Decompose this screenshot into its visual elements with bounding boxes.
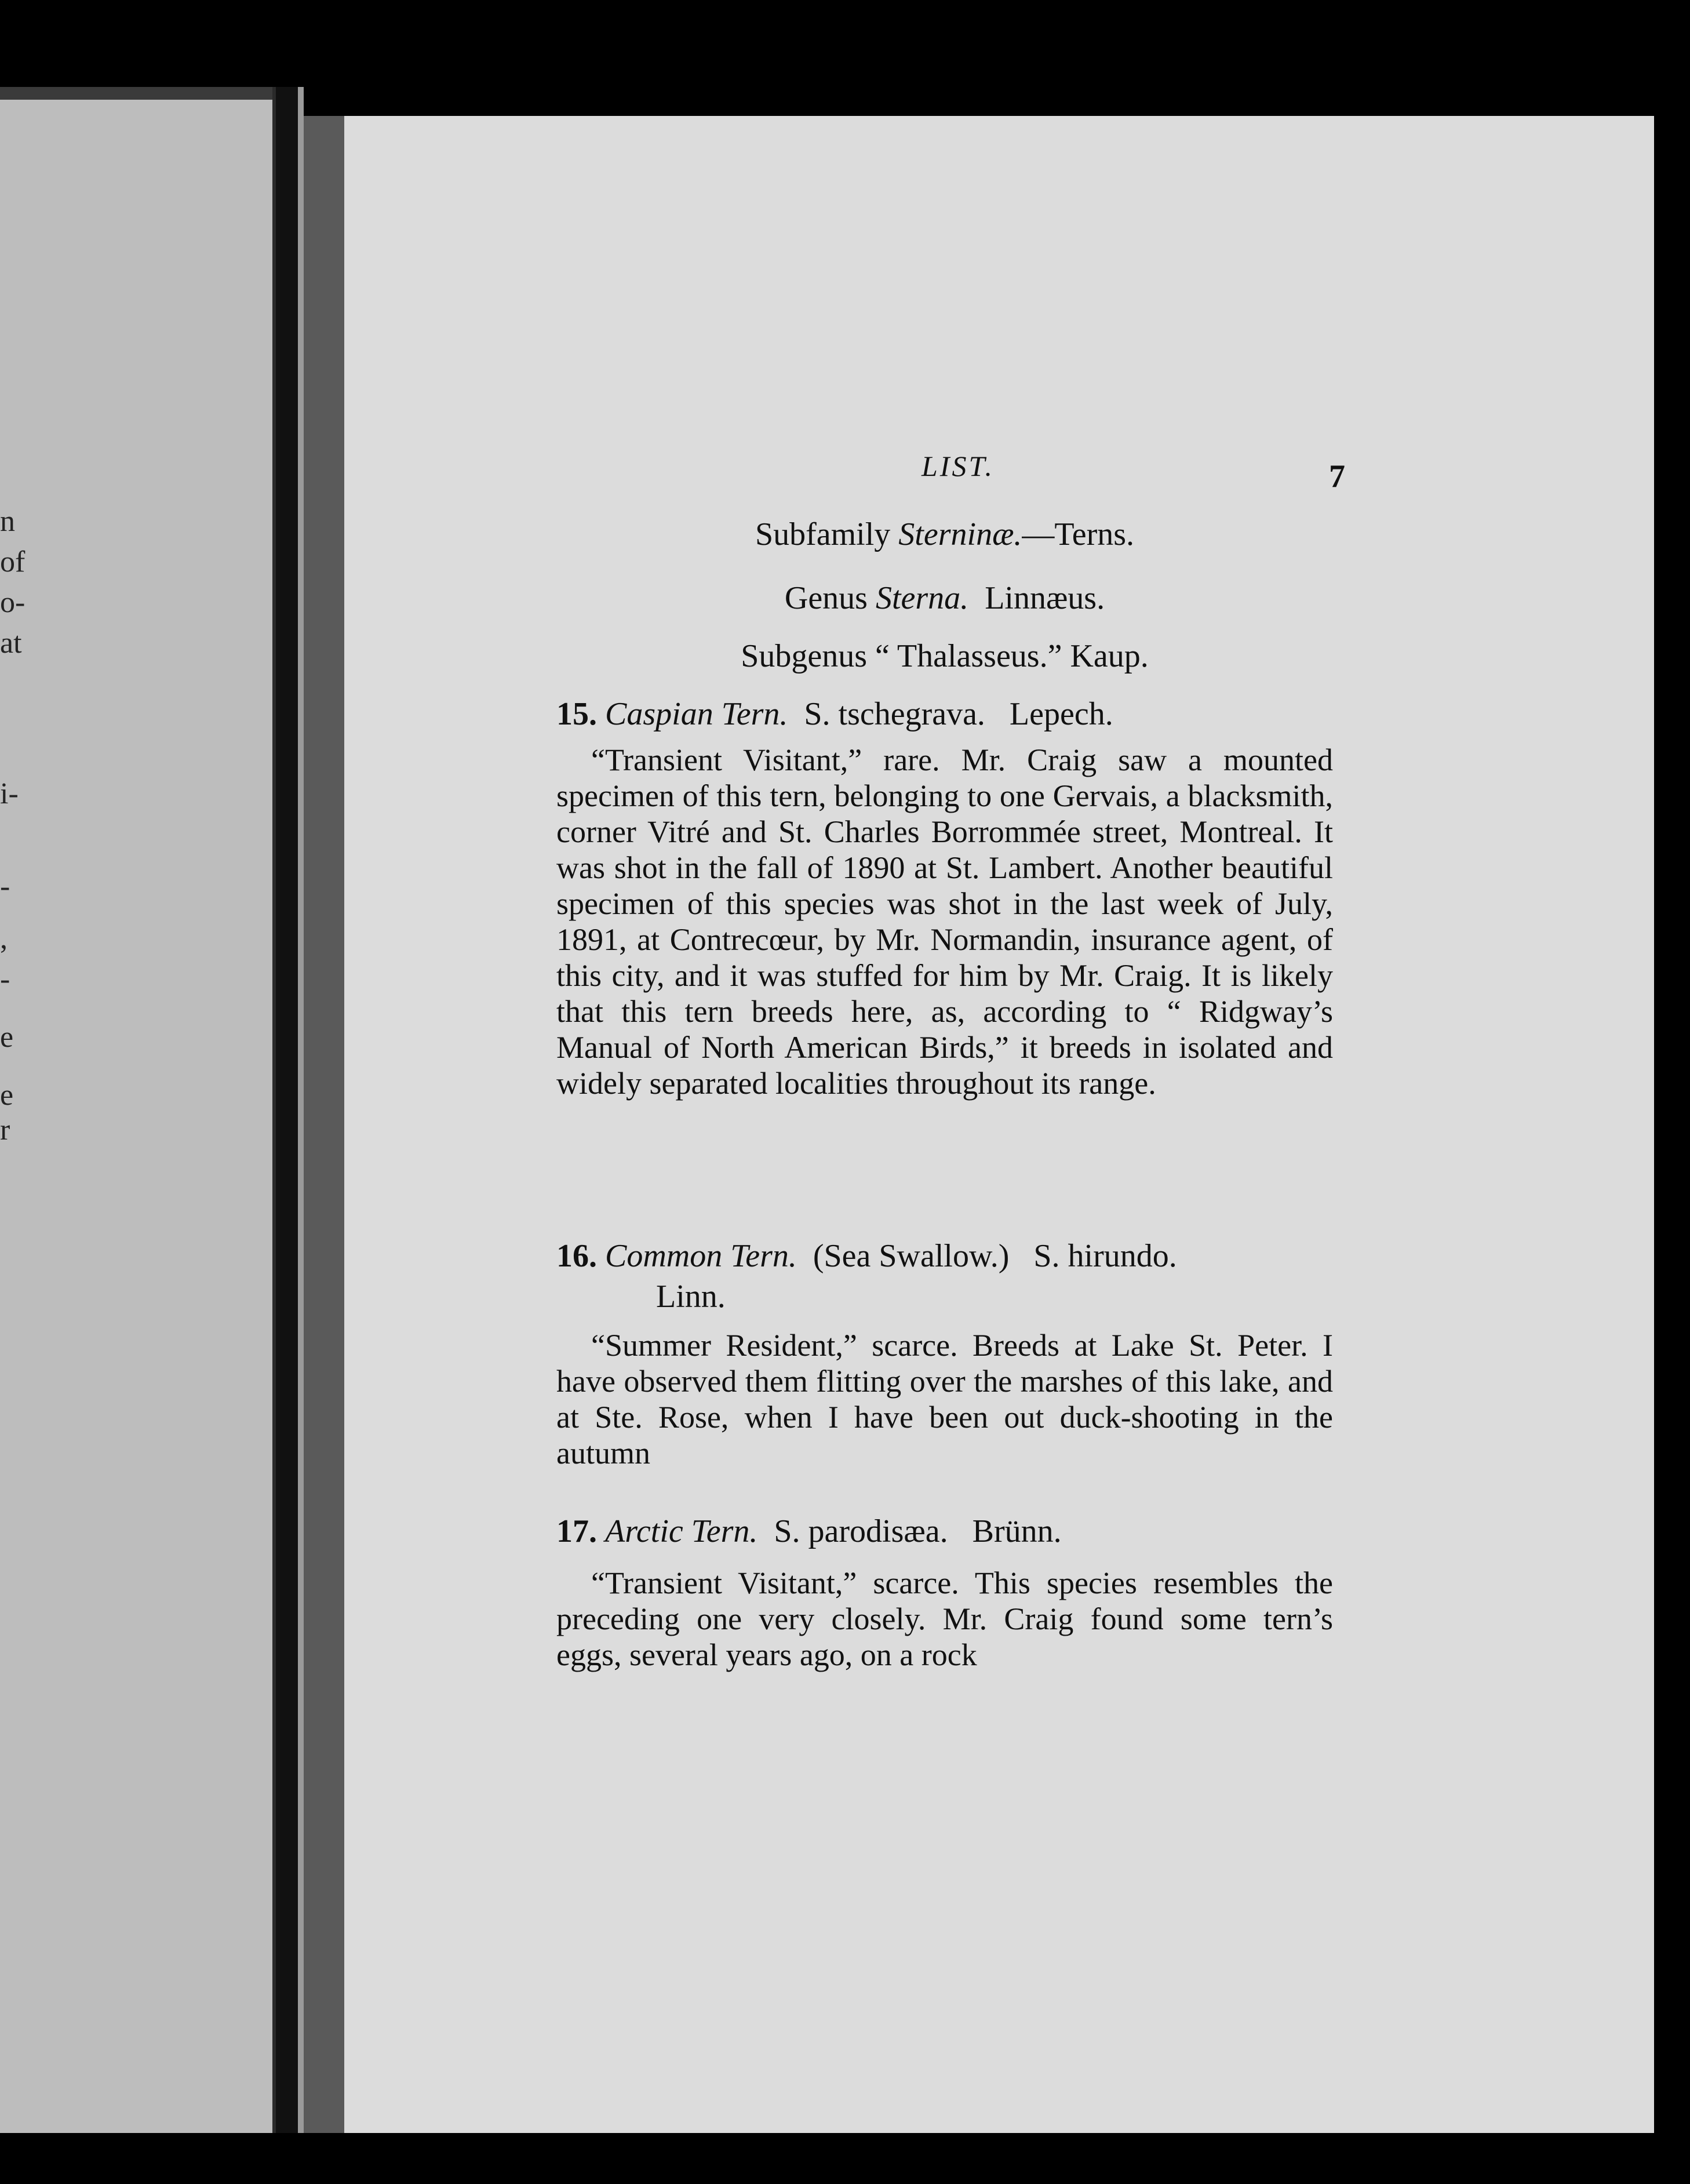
left-page [0,87,276,2133]
left-page-fragment: o- [0,586,26,619]
left-page-fragment: e [0,1021,14,1054]
species-heading: 17. Arctic Tern. S. parodisæa. Brünn. [556,1513,1062,1549]
left-page-fragment: - [0,963,10,996]
left-page-fragment: at [0,627,22,660]
species-heading: 15. Caspian Tern. S. tschegrava. Lepech. [556,696,1113,732]
book-binding [276,87,298,2133]
left-page-fragment: n [0,505,15,538]
species-description: “Transient Visitant,” scarce. This species resembles the preceding one very closely. Mr. Craig found some tern’s eggs, several years ago, on a rock [556,1566,1333,1672]
left-page-fragment: of [0,545,26,578]
left-page-fragment: i- [0,777,19,810]
species-heading: 16. Common Tern. (Sea Swallow.) S. hirundo. [556,1238,1177,1274]
species-description: “Summer Resident,” scarce. Breeds at Lake St. Peter. I have observed them flitting over the marshes of this lake, and at Ste. Rose, when I have been out duck-shooting in the autumn [556,1328,1333,1470]
page-gutter-shadow [304,116,344,2133]
subfamily-heading: Subfamily Sterninæ.—Terns. [755,516,1135,552]
left-page-fragment: - [0,870,10,903]
running-head: LIST. [922,450,995,482]
species-description: “Transient Visitant,” rare. Mr. Craig saw a mounted specimen of this tern, belonging to one Gervais, a blacksmith, corner Vitré and St. Charles Borrommée street, Montreal. It was shot in the fall of 1890 at St. Lambert. Another beautiful specimen of this species was shot in the last week of July, 1891, at Contrecœur, by Mr. Normandin, insurance agent, of this city, and it was stuffed for him by Mr. Craig. It is likely that this tern breeds here, as, according to “ Ridgway’s Manual of North American Birds,” it breeds in isolated and widely separated localities throughout its range. [556,742,1333,1101]
binding-edge [298,87,304,2133]
left-page-fragment: e [0,1079,14,1112]
left-page-fragment: r [0,1113,10,1146]
species-heading-continuation: Linn. [656,1279,726,1315]
genus-heading: Genus Sterna. Linnæus. [784,580,1105,616]
page-number: 7 [1329,458,1345,494]
right-page [344,116,1654,2133]
subgenus-heading: Subgenus “ Thalasseus.” Kaup. [741,638,1149,674]
left-page-top-edge [0,87,272,100]
left-page-fragment: , [0,922,8,955]
